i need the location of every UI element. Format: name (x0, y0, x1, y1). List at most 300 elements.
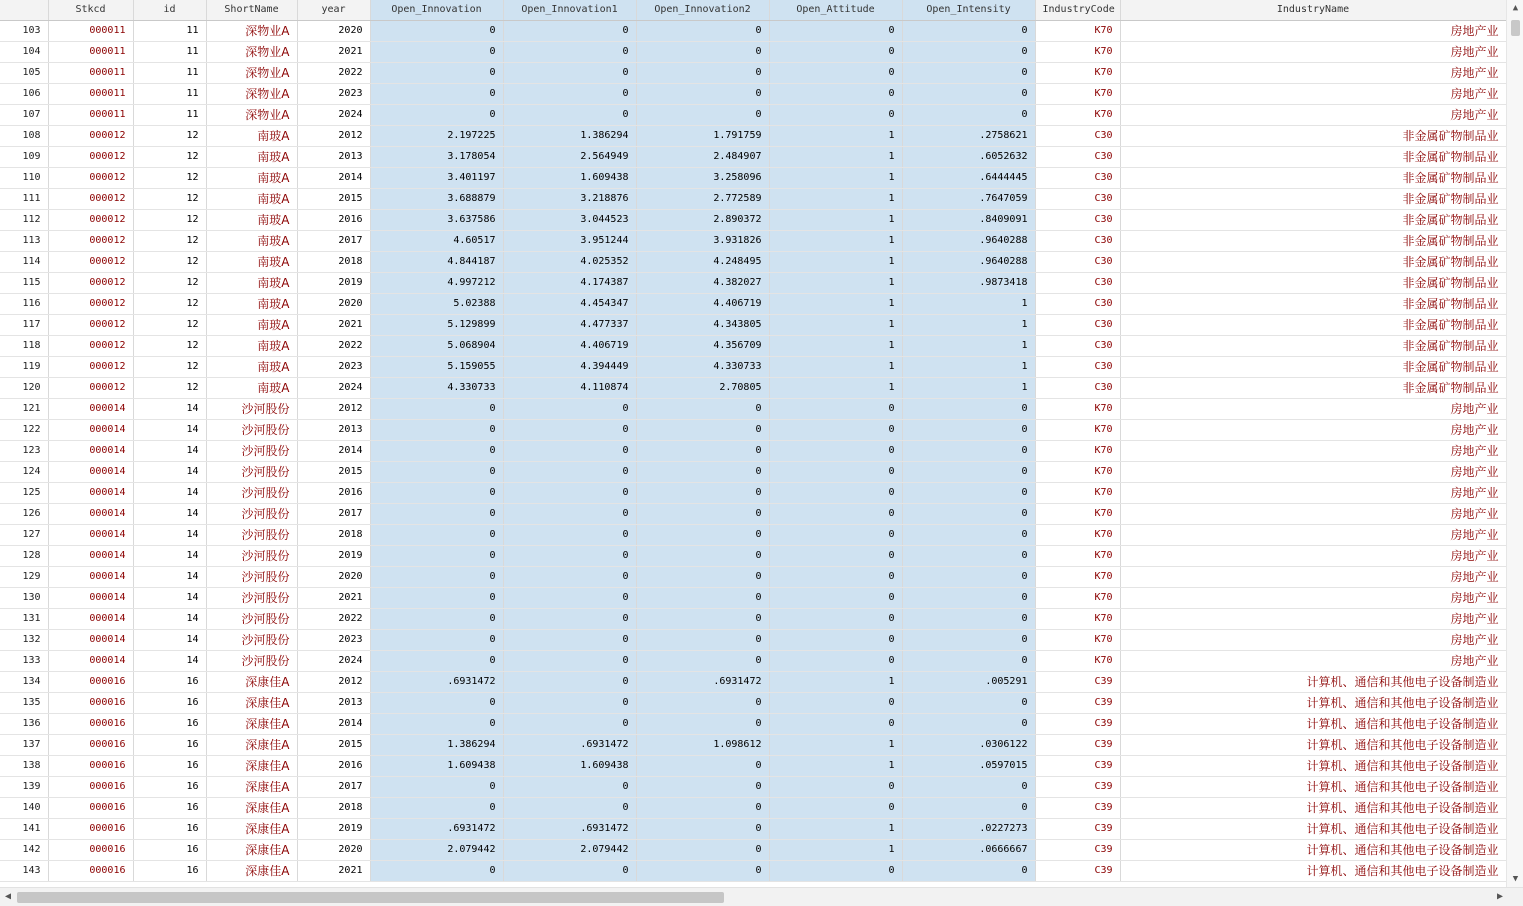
cell-year[interactable]: 2022 (297, 609, 370, 630)
cell-open-intensity[interactable]: 1 (902, 294, 1035, 315)
cell-open-innovation2[interactable]: 0 (636, 840, 769, 861)
cell-open-intensity[interactable]: 0 (902, 567, 1035, 588)
cell-open-innovation1[interactable]: 0 (503, 63, 636, 84)
cell-industryname[interactable]: 非金属矿物制品业 (1120, 189, 1506, 210)
cell-open-innovation1[interactable]: 4.477337 (503, 315, 636, 336)
cell-industryname[interactable]: 房地产业 (1120, 630, 1506, 651)
cell-year[interactable]: 2021 (297, 861, 370, 882)
row-number[interactable]: 123 (0, 441, 48, 462)
cell-open-innovation1[interactable]: 0 (503, 42, 636, 63)
cell-stkcd[interactable]: 000012 (48, 252, 133, 273)
cell-stkcd[interactable]: 000016 (48, 861, 133, 882)
cell-industryname[interactable]: 房地产业 (1120, 105, 1506, 126)
cell-stkcd[interactable]: 000016 (48, 777, 133, 798)
cell-open-innovation1[interactable]: 1.609438 (503, 756, 636, 777)
cell-industrycode[interactable]: C30 (1035, 357, 1120, 378)
row-number[interactable]: 129 (0, 567, 48, 588)
cell-industrycode[interactable]: C39 (1035, 798, 1120, 819)
cell-industryname[interactable]: 房地产业 (1120, 588, 1506, 609)
cell-stkcd[interactable]: 000016 (48, 714, 133, 735)
cell-id[interactable]: 16 (133, 819, 206, 840)
cell-shortname[interactable]: 沙河股份 (206, 525, 297, 546)
cell-open-innovation[interactable]: 0 (370, 609, 503, 630)
cell-open-intensity[interactable]: 0 (902, 777, 1035, 798)
cell-industryname[interactable]: 计算机、通信和其他电子设备制造业 (1120, 798, 1506, 819)
cell-id[interactable]: 11 (133, 105, 206, 126)
cell-industrycode[interactable]: C30 (1035, 315, 1120, 336)
cell-open-attitude[interactable]: 1 (769, 672, 902, 693)
cell-open-innovation1[interactable]: 0 (503, 399, 636, 420)
cell-open-intensity[interactable]: 0 (902, 504, 1035, 525)
cell-industryname[interactable]: 非金属矿物制品业 (1120, 273, 1506, 294)
cell-open-innovation2[interactable]: 4.343805 (636, 315, 769, 336)
cell-open-innovation1[interactable]: 4.025352 (503, 252, 636, 273)
cell-shortname[interactable]: 沙河股份 (206, 651, 297, 672)
cell-industrycode[interactable]: K70 (1035, 84, 1120, 105)
cell-shortname[interactable]: 南玻A (206, 231, 297, 252)
cell-open-attitude[interactable]: 0 (769, 441, 902, 462)
cell-year[interactable]: 2022 (297, 63, 370, 84)
cell-open-innovation[interactable]: 4.60517 (370, 231, 503, 252)
cell-industryname[interactable]: 房地产业 (1120, 504, 1506, 525)
row-number[interactable]: 115 (0, 273, 48, 294)
cell-id[interactable]: 14 (133, 483, 206, 504)
row-number[interactable]: 103 (0, 21, 48, 42)
row-number[interactable]: 114 (0, 252, 48, 273)
cell-industrycode[interactable]: C39 (1035, 840, 1120, 861)
cell-open-innovation2[interactable]: 1.791759 (636, 126, 769, 147)
cell-stkcd[interactable]: 000012 (48, 294, 133, 315)
cell-stkcd[interactable]: 000012 (48, 357, 133, 378)
cell-open-innovation2[interactable]: 0 (636, 420, 769, 441)
horizontal-scrollbar[interactable] (0, 887, 1523, 906)
cell-open-innovation[interactable]: 1.609438 (370, 756, 503, 777)
cell-open-innovation1[interactable]: 0 (503, 420, 636, 441)
row-number[interactable]: 121 (0, 399, 48, 420)
cell-industryname[interactable]: 房地产业 (1120, 525, 1506, 546)
cell-industryname[interactable]: 非金属矿物制品业 (1120, 168, 1506, 189)
cell-open-intensity[interactable]: .9640288 (902, 252, 1035, 273)
cell-industrycode[interactable]: K70 (1035, 441, 1120, 462)
cell-open-intensity[interactable]: 1 (902, 315, 1035, 336)
cell-open-innovation1[interactable]: 0 (503, 483, 636, 504)
cell-industrycode[interactable]: C30 (1035, 126, 1120, 147)
cell-id[interactable]: 12 (133, 210, 206, 231)
cell-id[interactable]: 11 (133, 84, 206, 105)
cell-open-innovation2[interactable]: 0 (636, 861, 769, 882)
vertical-scroll-thumb[interactable] (1511, 20, 1520, 36)
cell-open-innovation[interactable]: 0 (370, 21, 503, 42)
cell-open-attitude[interactable]: 0 (769, 777, 902, 798)
row-number[interactable]: 138 (0, 756, 48, 777)
cell-open-attitude[interactable]: 0 (769, 525, 902, 546)
cell-open-innovation1[interactable]: 0 (503, 84, 636, 105)
cell-open-attitude[interactable]: 1 (769, 252, 902, 273)
cell-industryname[interactable]: 房地产业 (1120, 567, 1506, 588)
column-header[interactable]: Open_Innovation1 (503, 0, 636, 21)
cell-open-innovation[interactable]: 5.159055 (370, 357, 503, 378)
cell-open-attitude[interactable]: 0 (769, 42, 902, 63)
cell-id[interactable]: 16 (133, 840, 206, 861)
cell-id[interactable]: 11 (133, 21, 206, 42)
cell-open-innovation[interactable]: 0 (370, 714, 503, 735)
cell-id[interactable]: 12 (133, 147, 206, 168)
row-number[interactable]: 136 (0, 714, 48, 735)
cell-industryname[interactable]: 非金属矿物制品业 (1120, 252, 1506, 273)
cell-open-innovation2[interactable]: 0 (636, 756, 769, 777)
cell-open-innovation[interactable]: .6931472 (370, 672, 503, 693)
row-number[interactable]: 109 (0, 147, 48, 168)
cell-open-intensity[interactable]: 0 (902, 441, 1035, 462)
cell-year[interactable]: 2012 (297, 399, 370, 420)
cell-open-innovation[interactable]: 0 (370, 504, 503, 525)
cell-industrycode[interactable]: K70 (1035, 504, 1120, 525)
cell-open-innovation2[interactable]: 0 (636, 609, 769, 630)
cell-open-innovation[interactable]: 0 (370, 525, 503, 546)
cell-shortname[interactable]: 深物业A (206, 21, 297, 42)
cell-id[interactable]: 12 (133, 252, 206, 273)
cell-industrycode[interactable]: K70 (1035, 525, 1120, 546)
cell-id[interactable]: 14 (133, 399, 206, 420)
row-number[interactable]: 124 (0, 462, 48, 483)
cell-open-innovation[interactable]: 0 (370, 84, 503, 105)
cell-industrycode[interactable]: C39 (1035, 861, 1120, 882)
cell-open-innovation1[interactable]: 0 (503, 546, 636, 567)
cell-shortname[interactable]: 深康佳A (206, 819, 297, 840)
cell-open-innovation2[interactable]: 0 (636, 819, 769, 840)
cell-stkcd[interactable]: 000014 (48, 567, 133, 588)
cell-industryname[interactable]: 房地产业 (1120, 462, 1506, 483)
cell-open-intensity[interactable]: 0 (902, 84, 1035, 105)
cell-year[interactable]: 2014 (297, 441, 370, 462)
cell-shortname[interactable]: 沙河股份 (206, 462, 297, 483)
cell-open-intensity[interactable]: 0 (902, 609, 1035, 630)
cell-open-attitude[interactable]: 1 (769, 126, 902, 147)
row-number[interactable]: 117 (0, 315, 48, 336)
cell-open-intensity[interactable]: 0 (902, 42, 1035, 63)
cell-id[interactable]: 16 (133, 693, 206, 714)
cell-open-innovation1[interactable]: 2.564949 (503, 147, 636, 168)
cell-open-innovation[interactable]: 0 (370, 777, 503, 798)
cell-id[interactable]: 14 (133, 504, 206, 525)
cell-id[interactable]: 14 (133, 630, 206, 651)
cell-open-innovation2[interactable]: 4.382027 (636, 273, 769, 294)
cell-open-innovation[interactable]: 0 (370, 420, 503, 441)
cell-industrycode[interactable]: K70 (1035, 651, 1120, 672)
cell-open-innovation1[interactable]: 4.174387 (503, 273, 636, 294)
cell-id[interactable]: 12 (133, 294, 206, 315)
cell-open-intensity[interactable]: .0227273 (902, 819, 1035, 840)
row-number[interactable]: 141 (0, 819, 48, 840)
column-header[interactable]: Open_Intensity (902, 0, 1035, 21)
cell-industrycode[interactable]: C39 (1035, 777, 1120, 798)
cell-open-innovation2[interactable]: 0 (636, 441, 769, 462)
row-number[interactable]: 143 (0, 861, 48, 882)
cell-industrycode[interactable]: K70 (1035, 42, 1120, 63)
cell-stkcd[interactable]: 000012 (48, 147, 133, 168)
vertical-scrollbar[interactable] (1506, 0, 1523, 887)
cell-industryname[interactable]: 计算机、通信和其他电子设备制造业 (1120, 861, 1506, 882)
cell-open-innovation1[interactable]: 0 (503, 441, 636, 462)
cell-stkcd[interactable]: 000016 (48, 693, 133, 714)
cell-industryname[interactable]: 计算机、通信和其他电子设备制造业 (1120, 777, 1506, 798)
cell-open-intensity[interactable]: .8409091 (902, 210, 1035, 231)
row-number[interactable]: 127 (0, 525, 48, 546)
cell-id[interactable]: 16 (133, 735, 206, 756)
cell-id[interactable]: 16 (133, 861, 206, 882)
column-header[interactable]: Open_Attitude (769, 0, 902, 21)
cell-shortname[interactable]: 深康佳A (206, 735, 297, 756)
cell-open-innovation2[interactable]: 4.248495 (636, 252, 769, 273)
row-number[interactable]: 111 (0, 189, 48, 210)
cell-industrycode[interactable]: K70 (1035, 483, 1120, 504)
cell-industrycode[interactable]: C30 (1035, 189, 1120, 210)
cell-open-innovation[interactable]: 0 (370, 462, 503, 483)
cell-open-innovation1[interactable]: 3.951244 (503, 231, 636, 252)
cell-year[interactable]: 2014 (297, 714, 370, 735)
cell-industryname[interactable]: 非金属矿物制品业 (1120, 378, 1506, 399)
cell-industrycode[interactable]: C39 (1035, 672, 1120, 693)
cell-shortname[interactable]: 深康佳A (206, 798, 297, 819)
row-number[interactable]: 104 (0, 42, 48, 63)
cell-shortname[interactable]: 沙河股份 (206, 567, 297, 588)
cell-open-innovation2[interactable]: 0 (636, 546, 769, 567)
row-number[interactable]: 134 (0, 672, 48, 693)
cell-industryname[interactable]: 非金属矿物制品业 (1120, 210, 1506, 231)
cell-industryname[interactable]: 房地产业 (1120, 651, 1506, 672)
cell-open-innovation1[interactable]: 4.110874 (503, 378, 636, 399)
cell-year[interactable]: 2022 (297, 336, 370, 357)
cell-industryname[interactable]: 房地产业 (1120, 483, 1506, 504)
cell-open-attitude[interactable]: 0 (769, 861, 902, 882)
cell-open-innovation1[interactable]: 0 (503, 861, 636, 882)
chevron-right-icon[interactable]: ▶ (1496, 891, 1504, 902)
cell-industrycode[interactable]: K70 (1035, 63, 1120, 84)
cell-open-innovation[interactable]: 0 (370, 483, 503, 504)
cell-id[interactable]: 16 (133, 756, 206, 777)
cell-open-innovation[interactable]: 1.386294 (370, 735, 503, 756)
cell-industryname[interactable]: 计算机、通信和其他电子设备制造业 (1120, 672, 1506, 693)
cell-year[interactable]: 2018 (297, 798, 370, 819)
cell-industrycode[interactable]: C39 (1035, 756, 1120, 777)
cell-open-intensity[interactable]: 1 (902, 357, 1035, 378)
cell-stkcd[interactable]: 000011 (48, 84, 133, 105)
cell-open-intensity[interactable]: .9873418 (902, 273, 1035, 294)
cell-industryname[interactable]: 房地产业 (1120, 84, 1506, 105)
cell-year[interactable]: 2012 (297, 672, 370, 693)
cell-year[interactable]: 2020 (297, 840, 370, 861)
cell-industryname[interactable]: 计算机、通信和其他电子设备制造业 (1120, 819, 1506, 840)
cell-open-innovation1[interactable]: 0 (503, 504, 636, 525)
cell-open-innovation[interactable]: 0 (370, 798, 503, 819)
cell-open-attitude[interactable]: 0 (769, 420, 902, 441)
cell-open-intensity[interactable]: .0306122 (902, 735, 1035, 756)
cell-industryname[interactable]: 房地产业 (1120, 21, 1506, 42)
cell-industryname[interactable]: 非金属矿物制品业 (1120, 126, 1506, 147)
cell-shortname[interactable]: 南玻A (206, 168, 297, 189)
cell-shortname[interactable]: 南玻A (206, 357, 297, 378)
row-number[interactable]: 108 (0, 126, 48, 147)
cell-year[interactable]: 2023 (297, 357, 370, 378)
cell-industryname[interactable]: 计算机、通信和其他电子设备制造业 (1120, 840, 1506, 861)
cell-open-attitude[interactable]: 1 (769, 231, 902, 252)
row-number[interactable]: 131 (0, 609, 48, 630)
cell-stkcd[interactable]: 000014 (48, 483, 133, 504)
cell-shortname[interactable]: 南玻A (206, 189, 297, 210)
cell-industryname[interactable]: 非金属矿物制品业 (1120, 336, 1506, 357)
cell-stkcd[interactable]: 000011 (48, 21, 133, 42)
cell-open-innovation[interactable]: 5.02388 (370, 294, 503, 315)
cell-shortname[interactable]: 深康佳A (206, 756, 297, 777)
row-number[interactable]: 118 (0, 336, 48, 357)
cell-stkcd[interactable]: 000014 (48, 651, 133, 672)
cell-year[interactable]: 2021 (297, 588, 370, 609)
cell-open-intensity[interactable]: 0 (902, 525, 1035, 546)
cell-industryname[interactable]: 房地产业 (1120, 609, 1506, 630)
cell-open-innovation1[interactable]: 0 (503, 567, 636, 588)
row-number[interactable]: 122 (0, 420, 48, 441)
cell-id[interactable]: 14 (133, 525, 206, 546)
row-number[interactable]: 112 (0, 210, 48, 231)
cell-stkcd[interactable]: 000012 (48, 189, 133, 210)
cell-open-attitude[interactable]: 1 (769, 756, 902, 777)
cell-shortname[interactable]: 南玻A (206, 273, 297, 294)
cell-open-attitude[interactable]: 0 (769, 399, 902, 420)
cell-year[interactable]: 2024 (297, 105, 370, 126)
cell-open-attitude[interactable]: 0 (769, 21, 902, 42)
cell-industryname[interactable]: 非金属矿物制品业 (1120, 147, 1506, 168)
cell-open-innovation[interactable]: 0 (370, 630, 503, 651)
cell-stkcd[interactable]: 000016 (48, 819, 133, 840)
cell-open-innovation[interactable]: 0 (370, 441, 503, 462)
cell-open-innovation2[interactable]: 1.098612 (636, 735, 769, 756)
cell-id[interactable]: 16 (133, 672, 206, 693)
row-number[interactable]: 133 (0, 651, 48, 672)
cell-id[interactable]: 14 (133, 567, 206, 588)
cell-stkcd[interactable]: 000014 (48, 420, 133, 441)
cell-shortname[interactable]: 沙河股份 (206, 483, 297, 504)
cell-id[interactable]: 12 (133, 126, 206, 147)
cell-open-attitude[interactable]: 1 (769, 840, 902, 861)
cell-stkcd[interactable]: 000011 (48, 63, 133, 84)
cell-stkcd[interactable]: 000014 (48, 525, 133, 546)
cell-open-attitude[interactable]: 0 (769, 609, 902, 630)
cell-open-innovation2[interactable]: 0 (636, 105, 769, 126)
cell-industryname[interactable]: 房地产业 (1120, 546, 1506, 567)
cell-year[interactable]: 2015 (297, 462, 370, 483)
cell-open-intensity[interactable]: 0 (902, 105, 1035, 126)
cell-open-attitude[interactable]: 1 (769, 819, 902, 840)
chevron-left-icon[interactable]: ◀ (4, 891, 12, 902)
cell-open-innovation1[interactable]: 3.218876 (503, 189, 636, 210)
cell-industrycode[interactable]: C39 (1035, 819, 1120, 840)
cell-open-intensity[interactable]: 0 (902, 63, 1035, 84)
cell-open-innovation2[interactable]: 3.258096 (636, 168, 769, 189)
cell-industryname[interactable]: 房地产业 (1120, 420, 1506, 441)
cell-year[interactable]: 2018 (297, 252, 370, 273)
cell-open-innovation1[interactable]: 0 (503, 105, 636, 126)
cell-shortname[interactable]: 沙河股份 (206, 399, 297, 420)
cell-open-intensity[interactable]: 0 (902, 630, 1035, 651)
cell-open-innovation1[interactable]: 1.609438 (503, 168, 636, 189)
cell-open-innovation[interactable]: 0 (370, 105, 503, 126)
cell-id[interactable]: 16 (133, 798, 206, 819)
cell-stkcd[interactable]: 000011 (48, 42, 133, 63)
column-header[interactable]: year (297, 0, 370, 21)
cell-open-attitude[interactable]: 1 (769, 189, 902, 210)
cell-open-attitude[interactable]: 0 (769, 546, 902, 567)
cell-open-innovation[interactable]: 2.197225 (370, 126, 503, 147)
cell-shortname[interactable]: 南玻A (206, 147, 297, 168)
cell-open-attitude[interactable]: 1 (769, 294, 902, 315)
cell-open-attitude[interactable]: 0 (769, 84, 902, 105)
cell-open-intensity[interactable]: 0 (902, 483, 1035, 504)
cell-id[interactable]: 14 (133, 420, 206, 441)
chevron-down-icon[interactable]: ▼ (1512, 874, 1519, 884)
cell-open-intensity[interactable]: .2758621 (902, 126, 1035, 147)
cell-open-intensity[interactable]: 0 (902, 399, 1035, 420)
cell-shortname[interactable]: 南玻A (206, 315, 297, 336)
cell-year[interactable]: 2020 (297, 21, 370, 42)
cell-industryname[interactable]: 非金属矿物制品业 (1120, 357, 1506, 378)
cell-industrycode[interactable]: C30 (1035, 336, 1120, 357)
cell-year[interactable]: 2013 (297, 693, 370, 714)
cell-open-innovation2[interactable]: 0 (636, 483, 769, 504)
cell-year[interactable]: 2017 (297, 777, 370, 798)
cell-open-innovation2[interactable]: 0 (636, 567, 769, 588)
column-header[interactable]: id (133, 0, 206, 21)
row-number[interactable]: 132 (0, 630, 48, 651)
column-header[interactable]: Stkcd (48, 0, 133, 21)
cell-shortname[interactable]: 深物业A (206, 63, 297, 84)
cell-id[interactable]: 16 (133, 714, 206, 735)
cell-open-attitude[interactable]: 0 (769, 630, 902, 651)
cell-industrycode[interactable]: C30 (1035, 231, 1120, 252)
cell-year[interactable]: 2019 (297, 273, 370, 294)
cell-industrycode[interactable]: C30 (1035, 252, 1120, 273)
cell-year[interactable]: 2021 (297, 315, 370, 336)
cell-stkcd[interactable]: 000012 (48, 168, 133, 189)
cell-year[interactable]: 2020 (297, 567, 370, 588)
row-number[interactable]: 107 (0, 105, 48, 126)
row-number[interactable]: 137 (0, 735, 48, 756)
cell-year[interactable]: 2016 (297, 483, 370, 504)
cell-industryname[interactable]: 计算机、通信和其他电子设备制造业 (1120, 735, 1506, 756)
cell-open-intensity[interactable]: 0 (902, 546, 1035, 567)
row-number[interactable]: 116 (0, 294, 48, 315)
chevron-up-icon[interactable]: ▲ (1512, 3, 1519, 13)
cell-stkcd[interactable]: 000014 (48, 504, 133, 525)
cell-stkcd[interactable]: 000016 (48, 840, 133, 861)
cell-id[interactable]: 12 (133, 378, 206, 399)
cell-open-attitude[interactable]: 0 (769, 462, 902, 483)
cell-shortname[interactable]: 沙河股份 (206, 546, 297, 567)
cell-id[interactable]: 14 (133, 609, 206, 630)
cell-open-intensity[interactable]: .7647059 (902, 189, 1035, 210)
cell-open-innovation[interactable]: 0 (370, 693, 503, 714)
cell-stkcd[interactable]: 000014 (48, 546, 133, 567)
cell-shortname[interactable]: 南玻A (206, 336, 297, 357)
cell-stkcd[interactable]: 000014 (48, 399, 133, 420)
cell-shortname[interactable]: 深物业A (206, 42, 297, 63)
cell-open-innovation[interactable]: 0 (370, 63, 503, 84)
cell-open-innovation2[interactable]: 0 (636, 525, 769, 546)
cell-year[interactable]: 2019 (297, 546, 370, 567)
cell-open-intensity[interactable]: .6444445 (902, 168, 1035, 189)
cell-open-innovation[interactable]: 0 (370, 546, 503, 567)
cell-open-innovation2[interactable]: 0 (636, 651, 769, 672)
cell-open-attitude[interactable]: 1 (769, 147, 902, 168)
